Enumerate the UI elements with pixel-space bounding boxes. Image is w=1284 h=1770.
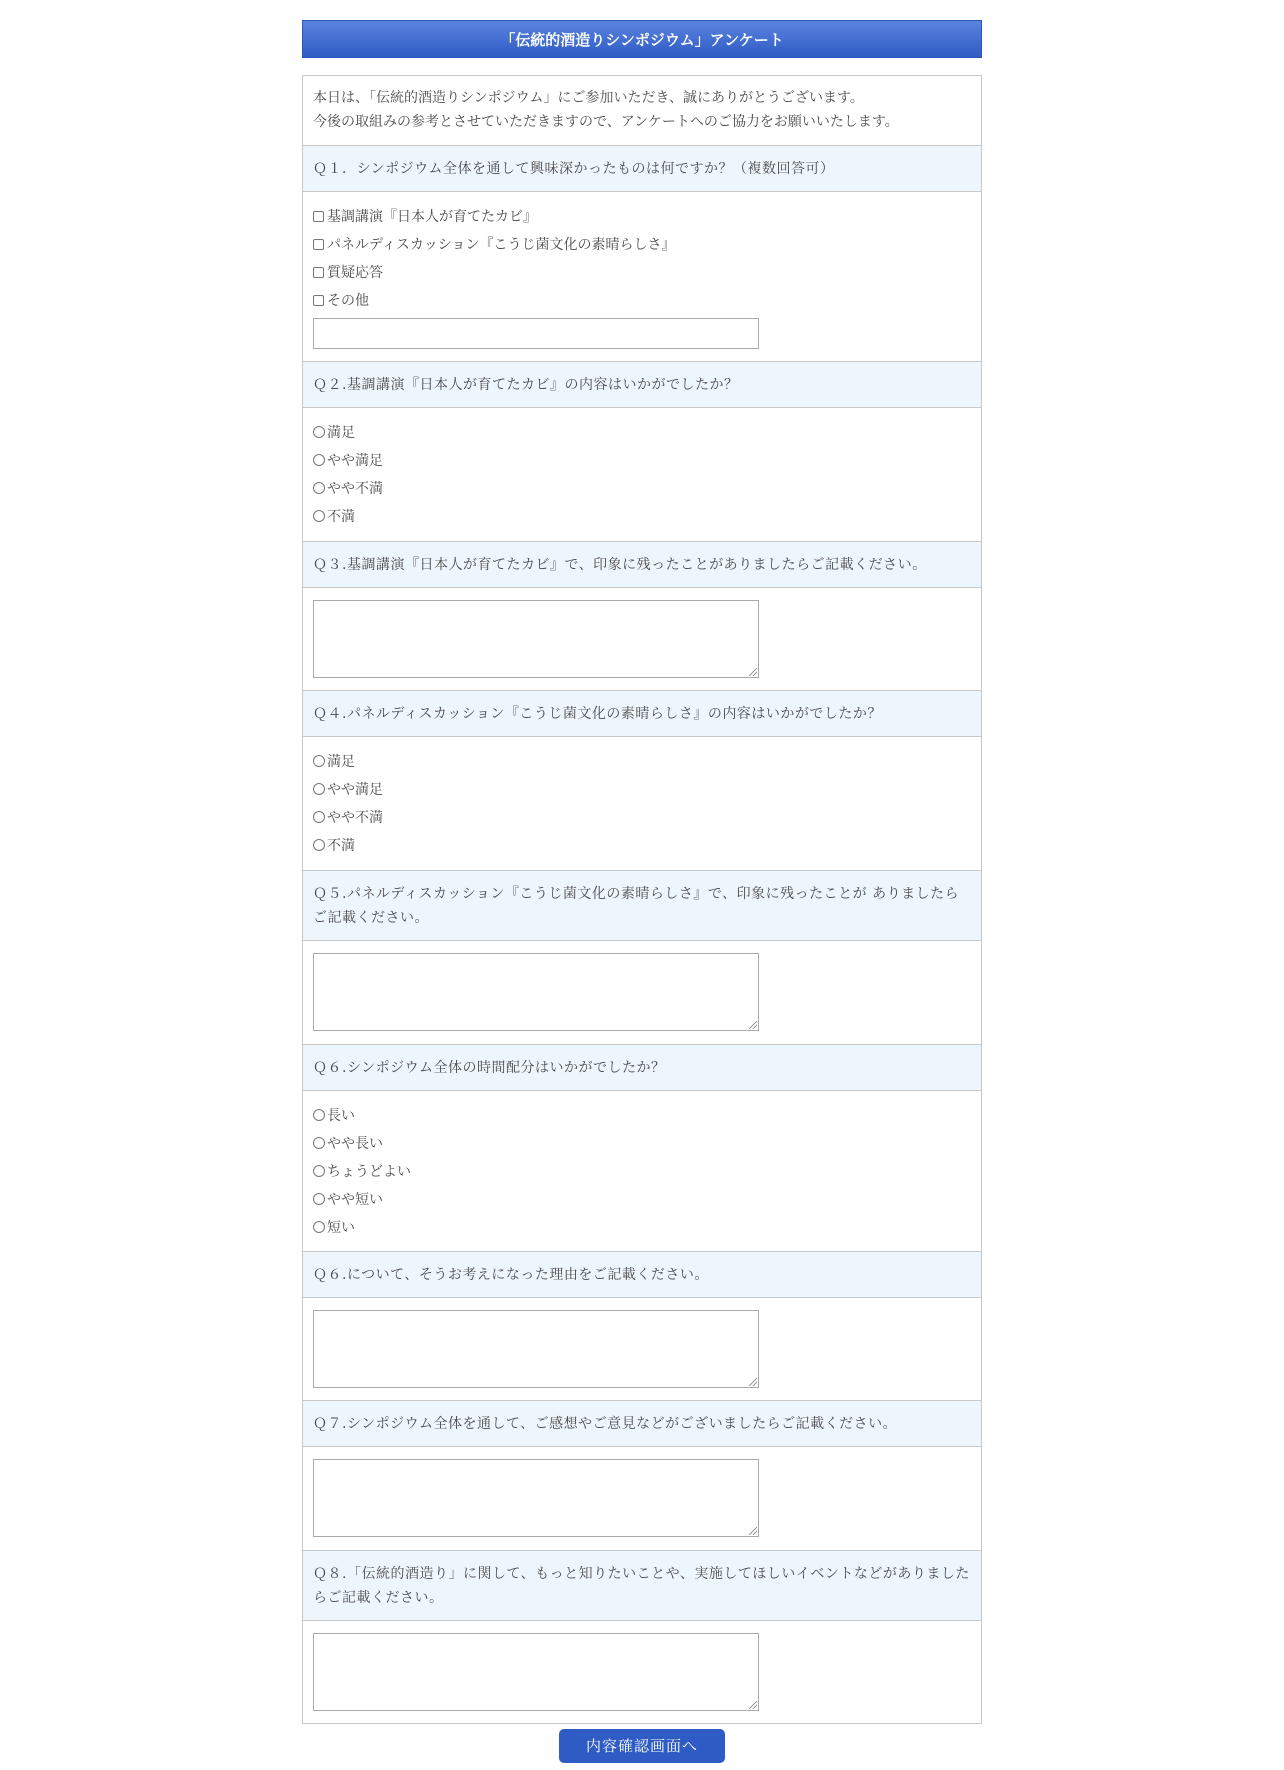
q2-option-3[interactable]: やや不満 (313, 474, 971, 502)
radio-button[interactable] (313, 839, 325, 851)
q2-heading: Ｑ２.基調講演『日本人が育てたカビ』の内容はいかがでしたか？ (303, 362, 981, 408)
q6-reason-answers (303, 1298, 981, 1401)
q6-answers (303, 1091, 981, 1252)
q5-textarea[interactable] (313, 953, 759, 1031)
radio-button[interactable] (313, 454, 325, 466)
intro-line-2: 今後の取組みの参考とさせていただきますので、アンケートへのご協力をお願いいたします。 (313, 114, 899, 130)
radio-button[interactable] (313, 783, 325, 795)
q3-textarea[interactable] (313, 600, 759, 678)
q1-option-keynote[interactable]: 基調講演『日本人が育てたカビ』 (313, 202, 971, 230)
q7-answers (303, 1447, 981, 1551)
q1-option-other[interactable]: その他 (313, 286, 971, 314)
checkbox[interactable] (313, 295, 324, 306)
q2-answers (303, 408, 981, 542)
q2-option-2[interactable]: やや満足 (313, 446, 971, 474)
radio-button[interactable] (313, 1109, 325, 1121)
q8-textarea[interactable] (313, 1633, 759, 1711)
q1-answers (303, 192, 981, 362)
radio-button[interactable] (313, 1221, 325, 1233)
resize-grip-icon[interactable] (749, 1021, 757, 1029)
q6-option-4[interactable]: やや短い (313, 1185, 971, 1213)
radio-button[interactable] (313, 510, 325, 522)
q1-option-qa[interactable]: 質疑応答 (313, 258, 971, 286)
page-title: 「伝統的酒造りシンポジウム」アンケート (302, 20, 982, 58)
intro-text (303, 76, 981, 146)
q7-textarea[interactable] (313, 1459, 759, 1537)
q4-option-4[interactable]: 不満 (313, 831, 971, 859)
q4-answers (303, 737, 981, 871)
q4-option-1[interactable]: 満足 (313, 747, 971, 775)
q7-heading: Ｑ７.シンポジウム全体を通して、ご感想やご意見などがございましたらご記載ください。 (303, 1401, 981, 1447)
resize-grip-icon[interactable] (749, 1378, 757, 1386)
survey-container (302, 20, 982, 1724)
submit-area (0, 1729, 1284, 1763)
q6-option-3[interactable]: ちょうどよい (313, 1157, 971, 1185)
resize-grip-icon[interactable] (749, 1527, 757, 1535)
q6-option-1[interactable]: 長い (313, 1101, 971, 1129)
radio-button[interactable] (313, 755, 325, 767)
q4-option-3[interactable]: やや不満 (313, 803, 971, 831)
intro-line-1: 本日は、「伝統的酒造りシンポジウム」にご参加いただき、誠にありがとうございます。 (313, 90, 864, 106)
q6-reason-textarea[interactable] (313, 1310, 759, 1388)
q1-heading: Ｑ１．シンポジウム全体を通して興味深かったものは何ですか？（複数回答可） (303, 146, 981, 192)
radio-button[interactable] (313, 426, 325, 438)
q8-answers (303, 1621, 981, 1723)
q5-answers (303, 941, 981, 1045)
checkbox[interactable] (313, 239, 324, 250)
q6-option-2[interactable]: やや長い (313, 1129, 971, 1157)
radio-button[interactable] (313, 1165, 325, 1177)
q2-option-1[interactable]: 満足 (313, 418, 971, 446)
confirm-button[interactable]: 内容確認画面へ (559, 1729, 725, 1763)
resize-grip-icon[interactable] (749, 668, 757, 676)
q8-heading: Ｑ８.「伝統的酒造り」に関して、もっと知りたいことや、実施してほしいイベントなどがありましたらご記載ください。 (303, 1551, 981, 1621)
q6-option-5[interactable]: 短い (313, 1213, 971, 1241)
q6-heading: Ｑ６.シンポジウム全体の時間配分はいかがでしたか？ (303, 1045, 981, 1091)
radio-button[interactable] (313, 811, 325, 823)
q3-heading: Ｑ３.基調講演『日本人が育てたカビ』で、印象に残ったことがありましたらご記載ください。 (303, 542, 981, 588)
q5-heading: Ｑ５.パネルディスカッション『こうじ菌文化の素晴らしさ』で、印象に残ったことが ありましたらご記載ください。 (303, 871, 981, 941)
q1-option-panel[interactable]: パネルディスカッション『こうじ菌文化の素晴らしさ』 (313, 230, 971, 258)
q4-option-2[interactable]: やや満足 (313, 775, 971, 803)
q4-heading: Ｑ４.パネルディスカッション『こうじ菌文化の素晴らしさ』の内容はいかがでしたか？ (303, 691, 981, 737)
radio-button[interactable] (313, 1137, 325, 1149)
q3-answers (303, 588, 981, 691)
q6-reason-heading: Ｑ６.について、そうお考えになった理由をご記載ください。 (303, 1252, 981, 1298)
resize-grip-icon[interactable] (749, 1701, 757, 1709)
q2-option-4[interactable]: 不満 (313, 502, 971, 530)
q1-other-input[interactable] (313, 318, 759, 349)
survey-form (302, 75, 982, 1724)
radio-button[interactable] (313, 482, 325, 494)
checkbox[interactable] (313, 267, 324, 278)
radio-button[interactable] (313, 1193, 325, 1205)
checkbox[interactable] (313, 211, 324, 222)
